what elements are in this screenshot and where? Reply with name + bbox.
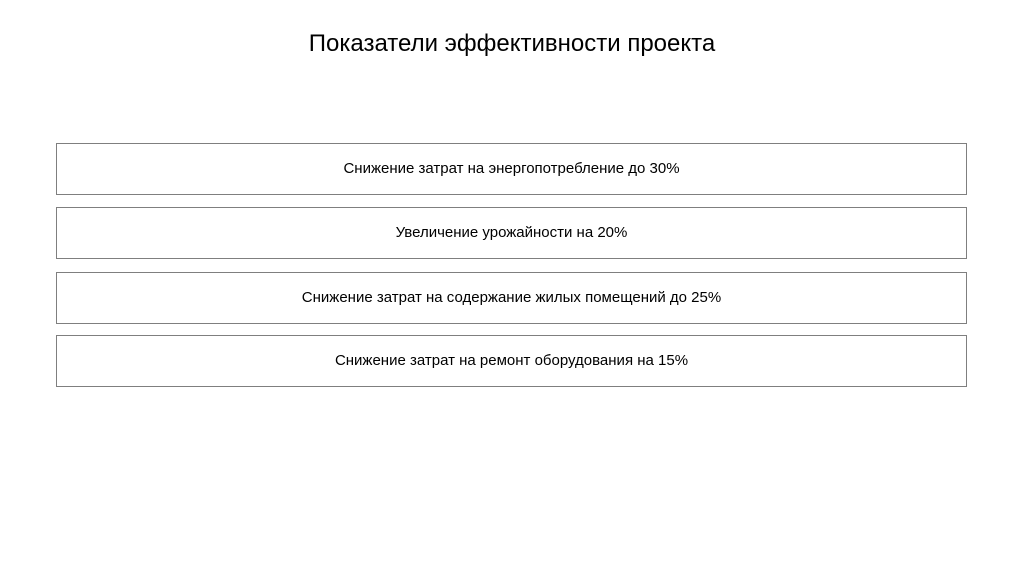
indicator-text: Увеличение урожайности на 20% xyxy=(395,224,628,241)
indicator-box-housing xyxy=(56,272,967,324)
indicator-box-energy xyxy=(56,143,967,195)
indicator-text: Снижение затрат на содержание жилых помещений до 25% xyxy=(301,289,722,306)
indicator-box-repair xyxy=(56,335,967,387)
indicator-text: Снижение затрат на ремонт оборудования на 15% xyxy=(334,352,689,369)
indicator-box-yield xyxy=(56,207,967,259)
indicator-text: Снижение затрат на энергопотребление до 30% xyxy=(343,160,680,177)
page-title: Показатели эффективности проекта xyxy=(308,30,716,57)
